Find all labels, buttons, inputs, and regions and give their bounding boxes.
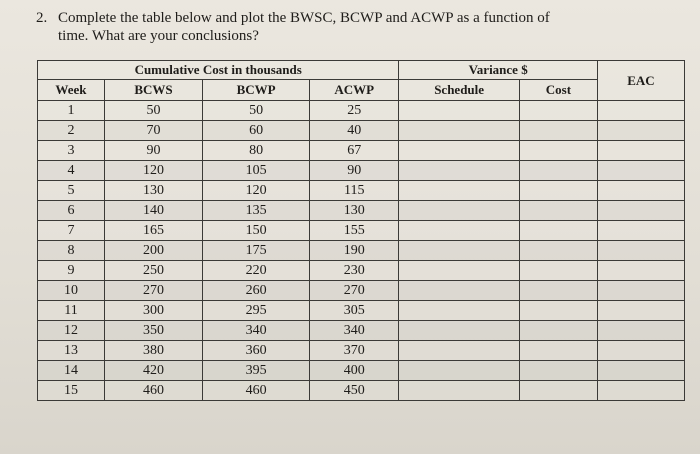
bcws-cell: 200 — [104, 241, 202, 261]
week-cell: 5 — [38, 181, 105, 201]
schedule-variance-cell[interactable] — [399, 181, 519, 201]
bcws-cell: 130 — [104, 181, 202, 201]
eac-cell[interactable] — [597, 121, 684, 141]
table-row — [38, 261, 685, 281]
bcws-cell: 50 — [104, 101, 202, 121]
week-cell: 13 — [38, 341, 105, 361]
acwp-cell: 90 — [310, 161, 399, 181]
table-row — [38, 281, 685, 301]
schedule-variance-cell[interactable] — [399, 261, 519, 281]
table-row — [38, 341, 685, 361]
cost-variance-cell[interactable] — [519, 301, 597, 321]
bcws-cell: 270 — [104, 281, 202, 301]
week-cell: 9 — [38, 261, 105, 281]
cost-variance-cell[interactable] — [519, 201, 597, 221]
bcws-cell: 140 — [104, 201, 202, 221]
eac-cell[interactable] — [597, 361, 684, 381]
cost-variance-cell[interactable] — [519, 341, 597, 361]
eac-cell[interactable] — [597, 381, 684, 401]
acwp-cell: 25 — [310, 101, 399, 121]
earned-value-table — [37, 60, 685, 401]
acwp-cell: 370 — [310, 341, 399, 361]
week-cell: 7 — [38, 221, 105, 241]
bcwp-cell: 295 — [203, 301, 310, 321]
bcws-cell: 70 — [104, 121, 202, 141]
bcwp-cell: 360 — [203, 341, 310, 361]
table-row — [38, 161, 685, 181]
bcwp-cell: 220 — [203, 261, 310, 281]
bcwp-cell: 395 — [203, 361, 310, 381]
acwp-header: ACWP — [310, 80, 399, 101]
week-header: Week — [38, 80, 105, 101]
bcws-cell: 350 — [104, 321, 202, 341]
cost-variance-cell[interactable] — [519, 381, 597, 401]
cost-variance-cell[interactable] — [519, 221, 597, 241]
bcwp-cell: 80 — [203, 141, 310, 161]
table-row — [38, 361, 685, 381]
bcws-cell: 90 — [104, 141, 202, 161]
variance-header: Variance $ — [399, 61, 598, 80]
cost-variance-cell[interactable] — [519, 241, 597, 261]
cost-variance-cell[interactable] — [519, 181, 597, 201]
bcwp-cell: 340 — [203, 321, 310, 341]
cost-variance-cell[interactable] — [519, 101, 597, 121]
bcwp-cell: 150 — [203, 221, 310, 241]
cost-variance-cell[interactable] — [519, 161, 597, 181]
bcwp-cell: 460 — [203, 381, 310, 401]
bcws-cell: 300 — [104, 301, 202, 321]
eac-header: EAC — [597, 61, 684, 101]
eac-cell[interactable] — [597, 281, 684, 301]
bcwp-cell: 50 — [203, 101, 310, 121]
table-body — [38, 101, 685, 401]
schedule-variance-cell[interactable] — [399, 101, 519, 121]
table-row — [38, 221, 685, 241]
table-row — [38, 321, 685, 341]
schedule-variance-cell[interactable] — [399, 301, 519, 321]
week-cell: 6 — [38, 201, 105, 221]
eac-cell[interactable] — [597, 101, 684, 121]
bcwp-cell: 175 — [203, 241, 310, 261]
acwp-cell: 305 — [310, 301, 399, 321]
week-cell: 4 — [38, 161, 105, 181]
bcwp-cell: 60 — [203, 121, 310, 141]
eac-cell[interactable] — [597, 201, 684, 221]
table-row — [38, 181, 685, 201]
schedule-variance-cell[interactable] — [399, 241, 519, 261]
cost-variance-cell[interactable] — [519, 321, 597, 341]
schedule-variance-cell[interactable] — [399, 281, 519, 301]
bcws-header: BCWS — [104, 80, 202, 101]
table-header-row-1 — [38, 61, 685, 80]
table-row — [38, 141, 685, 161]
bcws-cell: 120 — [104, 161, 202, 181]
cost-variance-cell[interactable] — [519, 121, 597, 141]
question-line-2: time. What are your conclusions? — [58, 28, 259, 44]
table-row — [38, 101, 685, 121]
week-cell: 12 — [38, 321, 105, 341]
table-row — [38, 241, 685, 261]
question-line-1: Complete the table below and plot the BWSC, BCWP and ACWP as a function of — [58, 10, 550, 26]
bcws-cell: 165 — [104, 221, 202, 241]
schedule-variance-cell[interactable] — [399, 381, 519, 401]
week-cell: 8 — [38, 241, 105, 261]
acwp-cell: 130 — [310, 201, 399, 221]
week-cell: 1 — [38, 101, 105, 121]
eac-cell[interactable] — [597, 241, 684, 261]
eac-cell[interactable] — [597, 221, 684, 241]
table-row — [38, 201, 685, 221]
cost-variance-cell[interactable] — [519, 261, 597, 281]
week-cell: 14 — [38, 361, 105, 381]
acwp-cell: 450 — [310, 381, 399, 401]
bcwp-cell: 105 — [203, 161, 310, 181]
table-row — [38, 381, 685, 401]
table-header-row-2 — [38, 80, 685, 101]
table-row — [38, 301, 685, 321]
cost-variance-cell[interactable] — [519, 141, 597, 161]
acwp-cell: 270 — [310, 281, 399, 301]
acwp-cell: 340 — [310, 321, 399, 341]
table-row — [38, 121, 685, 141]
acwp-cell: 400 — [310, 361, 399, 381]
acwp-cell: 67 — [310, 141, 399, 161]
acwp-cell: 40 — [310, 121, 399, 141]
cumulative-cost-header: Cumulative Cost in thousands — [38, 61, 399, 80]
acwp-cell: 155 — [310, 221, 399, 241]
eac-cell[interactable] — [597, 261, 684, 281]
week-cell: 10 — [38, 281, 105, 301]
schedule-variance-cell[interactable] — [399, 201, 519, 221]
bcws-cell: 420 — [104, 361, 202, 381]
cost-variance-cell[interactable] — [519, 361, 597, 381]
question-number: 2. — [36, 10, 48, 26]
schedule-variance-cell[interactable] — [399, 161, 519, 181]
schedule-variance-cell[interactable] — [399, 221, 519, 241]
schedule-variance-cell[interactable] — [399, 341, 519, 361]
eac-cell[interactable] — [597, 321, 684, 341]
cost-header: Cost — [519, 80, 597, 101]
bcwp-cell: 260 — [203, 281, 310, 301]
acwp-cell: 230 — [310, 261, 399, 281]
eac-cell[interactable] — [597, 301, 684, 321]
bcwp-cell: 135 — [203, 201, 310, 221]
week-cell: 15 — [38, 381, 105, 401]
eac-cell[interactable] — [597, 341, 684, 361]
week-cell: 3 — [38, 141, 105, 161]
schedule-variance-cell[interactable] — [399, 321, 519, 341]
week-cell: 2 — [38, 121, 105, 141]
cost-variance-cell[interactable] — [519, 281, 597, 301]
schedule-variance-cell[interactable] — [399, 141, 519, 161]
bcwp-header: BCWP — [203, 80, 310, 101]
bcws-cell: 250 — [104, 261, 202, 281]
schedule-variance-cell[interactable] — [399, 361, 519, 381]
bcwp-cell: 120 — [203, 181, 310, 201]
schedule-header: Schedule — [399, 80, 519, 101]
bcws-cell: 460 — [104, 381, 202, 401]
eac-cell[interactable] — [597, 181, 684, 201]
eac-cell[interactable] — [597, 141, 684, 161]
bcws-cell: 380 — [104, 341, 202, 361]
acwp-cell: 115 — [310, 181, 399, 201]
schedule-variance-cell[interactable] — [399, 121, 519, 141]
week-cell: 11 — [38, 301, 105, 321]
acwp-cell: 190 — [310, 241, 399, 261]
eac-cell[interactable] — [597, 161, 684, 181]
